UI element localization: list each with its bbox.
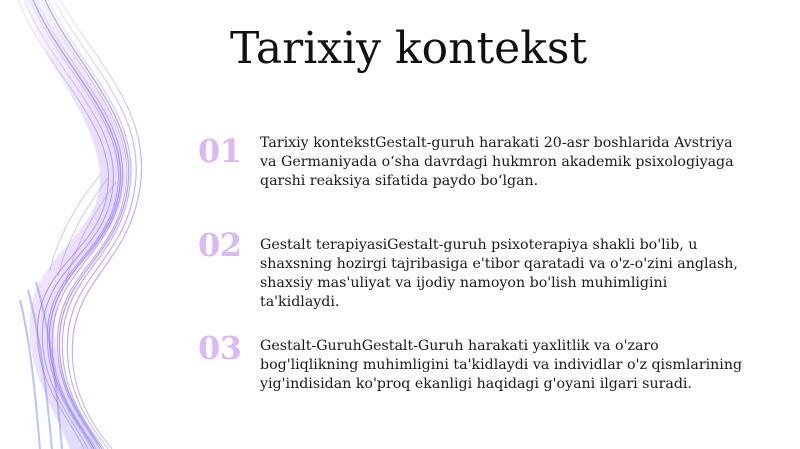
item-text: Tarixiy kontekstGestalt-guruh harakati 20-asr boshlarida Avstriya va Germaniyada oʻsha davrdagi hukmron akademik psixologiyaga qarshi reaksiya sifatida paydo boʻlgan. — [260, 135, 734, 189]
item-number: 02 — [198, 226, 242, 264]
item-number: 01 — [198, 132, 242, 170]
item-text: Gestalt terapiyasiGestalt-guruh psixoterapiya shakli bo'lib, u shaxsning hozirgi tajribasiga e'tibor qaratadi va o'z-o'zini anglash, shaxsiy mas'uliyat va ijodiy namoyon bo'lish muhimligini ta'kidlaydi. — [260, 237, 738, 310]
slide-title: Tarixiy kontekst — [230, 23, 588, 74]
item-text: Gestalt-GuruhGestalt-Guruh harakati yaxlitlik va o'zaro bog'liqlikning muhimligini ta'kidlaydi va individlar o'z qismlarining yig'indisidan ko'proq ekanligi haqidagi g'oyani ilgari suradi. — [260, 338, 743, 392]
wavy-ribbon-graphic — [0, 0, 220, 449]
item-number: 03 — [198, 329, 242, 367]
